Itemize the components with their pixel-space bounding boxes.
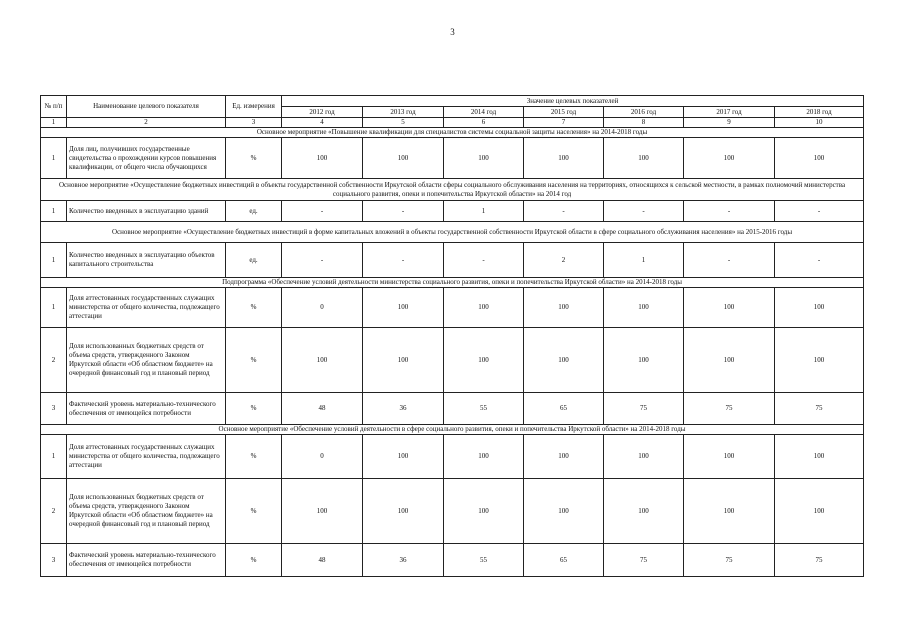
unit-cell: %: [226, 393, 282, 425]
col-number: 7: [524, 118, 604, 128]
value-cell: 100: [282, 138, 363, 179]
section-row: [41, 128, 864, 138]
value-cell: 36: [363, 544, 444, 577]
value-cell: 100: [363, 138, 444, 179]
section-row: [41, 425, 864, 435]
section-title: Основное мероприятие «Обеспечение условий деятельности в сфере социального развития, опеки и попечительства Иркутской области» на 2014-2018 годы: [41, 425, 864, 435]
indicator-name: Доля лиц, получивших государственные свидетельства о прохождении курсов повышения квалификации, от общего числа обучающихся: [67, 138, 226, 179]
col-number: 1: [41, 118, 67, 128]
header-name: Наименование целевого показателя: [67, 96, 226, 118]
row-number: 1: [41, 288, 67, 328]
value-cell: 75: [604, 544, 684, 577]
header-year: 2018 год: [775, 107, 864, 118]
indicator-name: Количество введенных в эксплуатацию объектов капитального строительства: [67, 243, 226, 278]
indicator-name: Фактический уровень материально-технического обеспечения от имеющейся потребности: [67, 393, 226, 425]
value-cell: 0: [282, 288, 363, 328]
value-cell: 55: [444, 544, 524, 577]
table-row: [41, 393, 864, 425]
value-cell: 75: [775, 544, 864, 577]
section-title: Подпрограмма «Обеспечение условий деятельности министерства социального развития, опеки и попечительства Иркутской области» на 2014-2018 годы: [41, 278, 864, 288]
unit-cell: %: [226, 544, 282, 577]
value-cell: 100: [684, 479, 775, 544]
value-cell: 100: [444, 288, 524, 328]
value-cell: -: [524, 201, 604, 222]
value-cell: 100: [363, 435, 444, 479]
value-cell: 75: [775, 393, 864, 425]
value-cell: 100: [775, 435, 864, 479]
row-number: 1: [41, 435, 67, 479]
value-cell: 75: [684, 544, 775, 577]
page-number: 3: [450, 27, 455, 37]
value-cell: 100: [775, 479, 864, 544]
value-cell: -: [363, 201, 444, 222]
unit-cell: %: [226, 138, 282, 179]
unit-cell: %: [226, 328, 282, 393]
table-row: [41, 479, 864, 544]
section-row: [41, 278, 864, 288]
col-number: 10: [775, 118, 864, 128]
value-cell: -: [363, 243, 444, 278]
value-cell: 75: [684, 393, 775, 425]
value-cell: 36: [363, 393, 444, 425]
row-number: 3: [41, 544, 67, 577]
value-cell: 100: [775, 328, 864, 393]
header-year: 2017 год: [684, 107, 775, 118]
value-cell: 100: [444, 479, 524, 544]
value-cell: 100: [684, 328, 775, 393]
row-number: 1: [41, 243, 67, 278]
row-number: 3: [41, 393, 67, 425]
table-row: [41, 435, 864, 479]
table-row: [41, 544, 864, 577]
value-cell: 100: [282, 479, 363, 544]
unit-cell: %: [226, 479, 282, 544]
section-title: Основное мероприятие «Осуществление бюджетных инвестиций в форме капитальных вложений в объекты государственной собственности Иркутской области в сфере социального обслуживания населения» на 2015-2016 годы: [41, 222, 864, 243]
indicator-name: Доля использованных бюджетных средств от объема средств, утвержденного Законом Иркутской области «Об областном бюджете» на очередной финансовый год и плановый период: [67, 328, 226, 393]
value-cell: 48: [282, 544, 363, 577]
value-cell: 55: [444, 393, 524, 425]
value-cell: -: [684, 201, 775, 222]
value-cell: 100: [604, 138, 684, 179]
value-cell: 75: [604, 393, 684, 425]
value-cell: 100: [363, 479, 444, 544]
value-cell: 100: [684, 435, 775, 479]
value-cell: -: [282, 201, 363, 222]
value-cell: 100: [524, 328, 604, 393]
value-cell: 100: [604, 328, 684, 393]
unit-cell: ед.: [226, 243, 282, 278]
value-cell: 100: [524, 479, 604, 544]
header-year: 2016 год: [604, 107, 684, 118]
value-cell: 0: [282, 435, 363, 479]
target-indicators-table: [40, 95, 864, 577]
table-row: [41, 243, 864, 278]
value-cell: 100: [775, 288, 864, 328]
col-number: 3: [226, 118, 282, 128]
value-cell: 100: [444, 435, 524, 479]
indicator-name: Фактический уровень материально-технического обеспечения от имеющейся потребности: [67, 544, 226, 577]
section-title: Основное мероприятие «Осуществление бюджетных инвестиций в объекты государственной собственности Иркутской области сферы социального обслуживания населения на территориях, относящихся к сельской местности, в рамках полномочий министерства социального развития, опеки и попечительства Иркутской области» на 2014 год: [41, 179, 864, 201]
value-cell: 1: [444, 201, 524, 222]
header-year: 2015 год: [524, 107, 604, 118]
col-number: 8: [604, 118, 684, 128]
table-row: [41, 288, 864, 328]
value-cell: 100: [684, 288, 775, 328]
value-cell: -: [775, 201, 864, 222]
value-cell: -: [775, 243, 864, 278]
unit-cell: %: [226, 288, 282, 328]
col-number: 5: [363, 118, 444, 128]
header-unit: Ед. измерения: [226, 96, 282, 118]
header-num: № п/п: [41, 96, 67, 118]
value-cell: 100: [604, 435, 684, 479]
value-cell: 100: [524, 435, 604, 479]
value-cell: 100: [604, 288, 684, 328]
section-row: [41, 222, 864, 243]
table-row: [41, 328, 864, 393]
value-cell: 100: [684, 138, 775, 179]
value-cell: -: [684, 243, 775, 278]
indicator-name: Доля использованных бюджетных средств от объема средств, утвержденного Законом Иркутской области «Об областном бюджете» на очередной финансовый год и плановый период: [67, 479, 226, 544]
value-cell: 100: [444, 328, 524, 393]
header-values-title: Значение целевых показателей: [282, 96, 864, 107]
value-cell: 100: [444, 138, 524, 179]
table-row: [41, 138, 864, 179]
value-cell: 65: [524, 393, 604, 425]
value-cell: 100: [604, 479, 684, 544]
value-cell: 100: [282, 328, 363, 393]
value-cell: -: [282, 243, 363, 278]
section-row: [41, 179, 864, 201]
value-cell: 100: [363, 288, 444, 328]
row-number: 2: [41, 328, 67, 393]
col-number: 4: [282, 118, 363, 128]
value-cell: 48: [282, 393, 363, 425]
indicator-name: Доля аттестованных государственных служащих министерства от общего количества, подлежащего аттестации: [67, 288, 226, 328]
row-number: 2: [41, 479, 67, 544]
row-number: 1: [41, 201, 67, 222]
row-number: 1: [41, 138, 67, 179]
col-number: 6: [444, 118, 524, 128]
table-row: [41, 201, 864, 222]
unit-cell: %: [226, 435, 282, 479]
col-number: 2: [67, 118, 226, 128]
value-cell: 100: [775, 138, 864, 179]
value-cell: 2: [524, 243, 604, 278]
header-year: 2012 год: [282, 107, 363, 118]
section-title: Основное мероприятие «Повышение квалификации для специалистов системы социальной защиты населения» на 2014-2018 годы: [41, 128, 864, 138]
value-cell: 100: [363, 328, 444, 393]
value-cell: -: [604, 201, 684, 222]
value-cell: 100: [524, 288, 604, 328]
indicator-name: Количество введенных в эксплуатацию зданий: [67, 201, 226, 222]
value-cell: -: [444, 243, 524, 278]
value-cell: 100: [524, 138, 604, 179]
header-year: 2014 год: [444, 107, 524, 118]
unit-cell: ед.: [226, 201, 282, 222]
value-cell: 1: [604, 243, 684, 278]
header-year: 2013 год: [363, 107, 444, 118]
col-number: 9: [684, 118, 775, 128]
value-cell: 65: [524, 544, 604, 577]
indicator-name: Доля аттестованных государственных служащих министерства от общего количества, подлежащего аттестации: [67, 435, 226, 479]
